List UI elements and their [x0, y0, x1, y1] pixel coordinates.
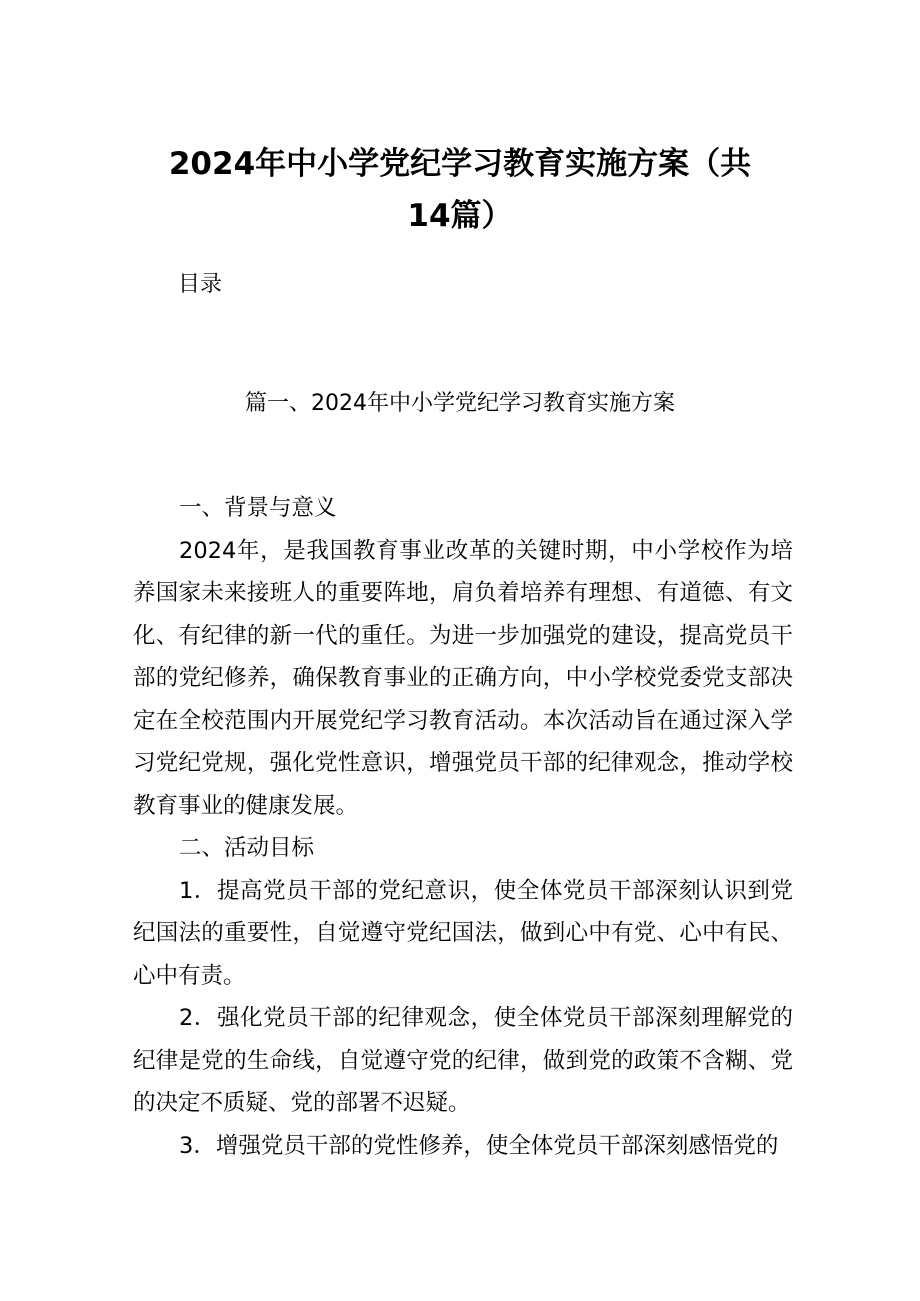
- paragraph-goal-2: 2．强化党员干部的纪律观念，使全体党员干部深刻理解党的纪律是党的生命线，自觉遵守党的纪律，做到党的政策不含糊、党的决定不质疑、党的部署不迟疑。: [133, 1005, 793, 1116]
- chapter-heading: 篇一、2024年中小学党纪学习教育实施方案: [245, 391, 675, 416]
- document-title: [120, 138, 800, 242]
- paragraph-goal-3: 3．增强党员干部的党性修养，使全体党员干部深刻感悟党的: [179, 1132, 779, 1159]
- document-title-line-2: 14篇）: [407, 198, 513, 234]
- paragraph-goal-1: 1．提高党员干部的党纪意识，使全体党员干部深刻认识到党纪国法的重要性，自觉遵守党纪国法，做到心中有党、心中有民、心中有责。: [133, 877, 793, 989]
- section-heading-background: 一、背景与意义: [179, 495, 337, 521]
- table-of-contents-label: 目录: [178, 272, 223, 297]
- section-heading-goals: 二、活动目标: [179, 835, 315, 861]
- document-title-line-1: 2024年中小学党纪学习教育实施方案（共: [168, 146, 752, 182]
- paragraph-background: 2024年，是我国教育事业改革的关键时期，中小学校作为培养国家未来接班人的重要阵地，肩负着培养有理想、有道德、有文化、有纪律的新一代的重任。为进一步加强党的建设，提高党员干部的党纪修养，确保教育事业的正确方向，中小学校党委党支部决定在全校范围内开展党纪学习教育活动。本次活动旨在通过深入学习党纪党规，强化党性意识，增强党员干部的纪律观念，推动学校教育事业的健康发展。: [133, 537, 793, 819]
- body-text: [133, 487, 793, 1167]
